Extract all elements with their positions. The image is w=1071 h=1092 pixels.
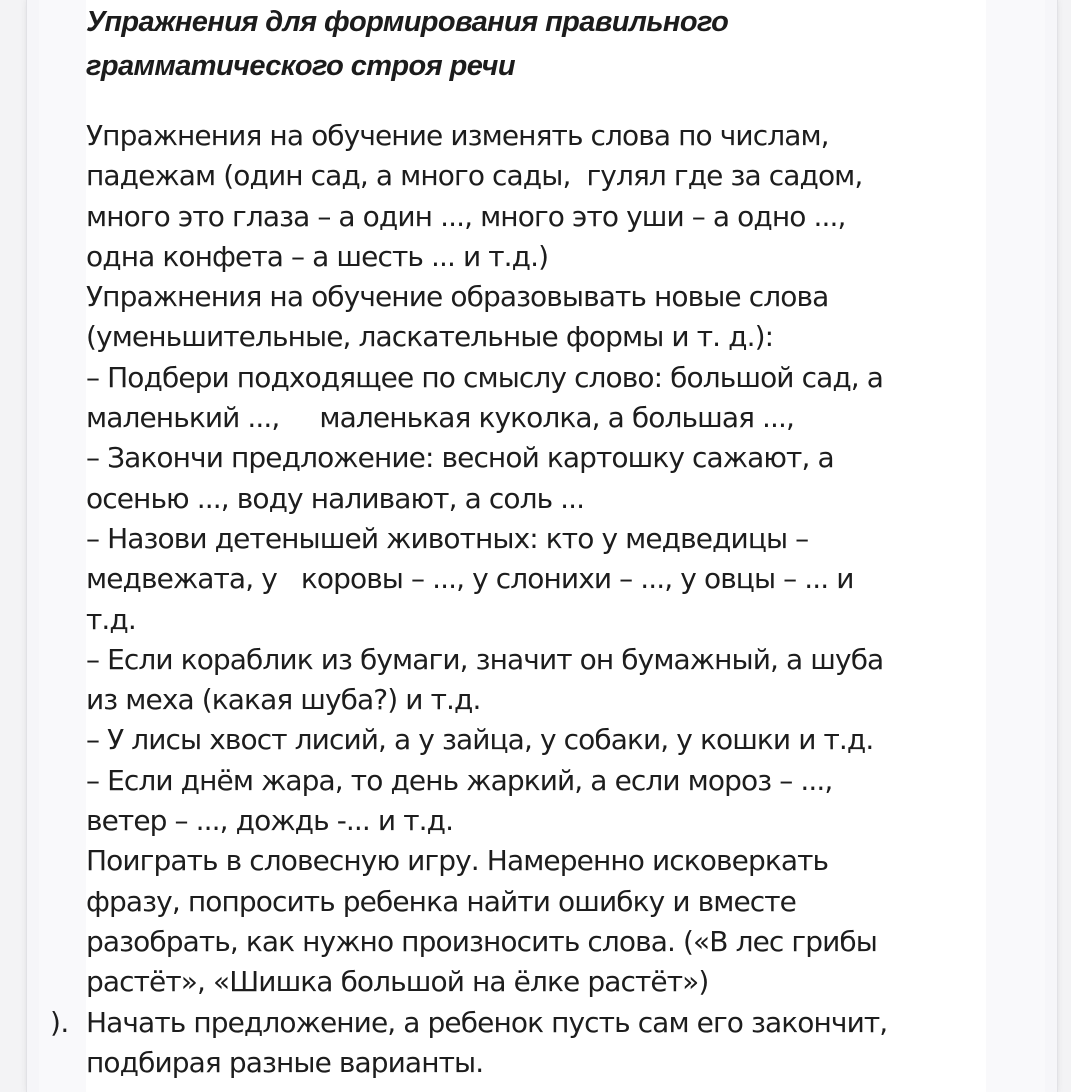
text-line: – Если кораблик из бумаги, значит он бумажный, а шуба <box>86 642 884 676</box>
text-line: разобрать, как нужно произносить слова. («В лес грибы <box>86 924 877 958</box>
body-text <box>86 116 991 1083</box>
heading-line: Упражнения для формирования правильного <box>86 6 729 38</box>
text-line: падежам (один сад, а много сады, гулял где за садом, <box>86 159 863 193</box>
list-number-fragment: ). <box>50 1006 69 1039</box>
text-line: – Если днём жара, то день жаркий, а если мороз – ..., <box>86 763 833 797</box>
heading-line: грамматического строя речи <box>86 50 515 82</box>
text-line: (уменьшительные, ласкательные формы и т. д.): <box>86 320 774 354</box>
text-line: много это глаза – а один ..., много это уши – а одно ..., <box>86 199 846 233</box>
text-line: Упражнения на обучение образовывать новые слова <box>86 280 829 314</box>
text-line: Начать предложение, а ребенок пусть сам его закончит, <box>86 1005 888 1039</box>
text-line: одна конфета – а шесть ... и т.д.) <box>86 239 549 273</box>
text-line: подбирая разные варианты. <box>86 1045 484 1079</box>
text-line: растёт», «Шишка большой на ёлке растёт») <box>86 965 709 999</box>
text-line: – Подбери подходящее по смыслу слово: большой сад, а <box>86 360 884 394</box>
text-line: – У лисы хвост лисий, а у зайца, у собаки, у кошки и т.д. <box>86 723 874 757</box>
text-line: Поиграть в словесную игру. Намеренно исковеркать <box>86 844 829 878</box>
text-line: ветер – ..., дождь -... и т.д. <box>86 804 454 838</box>
text-line: – Закончи предложение: весной картошку сажают, а <box>86 441 834 475</box>
text-line: из меха (какая шуба?) и т.д. <box>86 683 481 717</box>
text-line: фразу, попросить ребенка найти ошибку и вместе <box>86 884 797 918</box>
text-line: т.д. <box>86 602 136 636</box>
text-line: – Назови детенышей животных: кто у медведицы – <box>86 521 809 555</box>
text-line: осенью ..., воду наливают, а соль ... <box>86 481 585 515</box>
text-line: Упражнения на обучение изменять слова по числам, <box>86 119 829 152</box>
text-line: маленький ..., маленькая куколка, а большая ..., <box>86 401 795 435</box>
section-heading <box>86 0 986 88</box>
text-line: медвежата, у коровы – ..., у слонихи – ..., у овцы – ... и <box>86 562 854 596</box>
